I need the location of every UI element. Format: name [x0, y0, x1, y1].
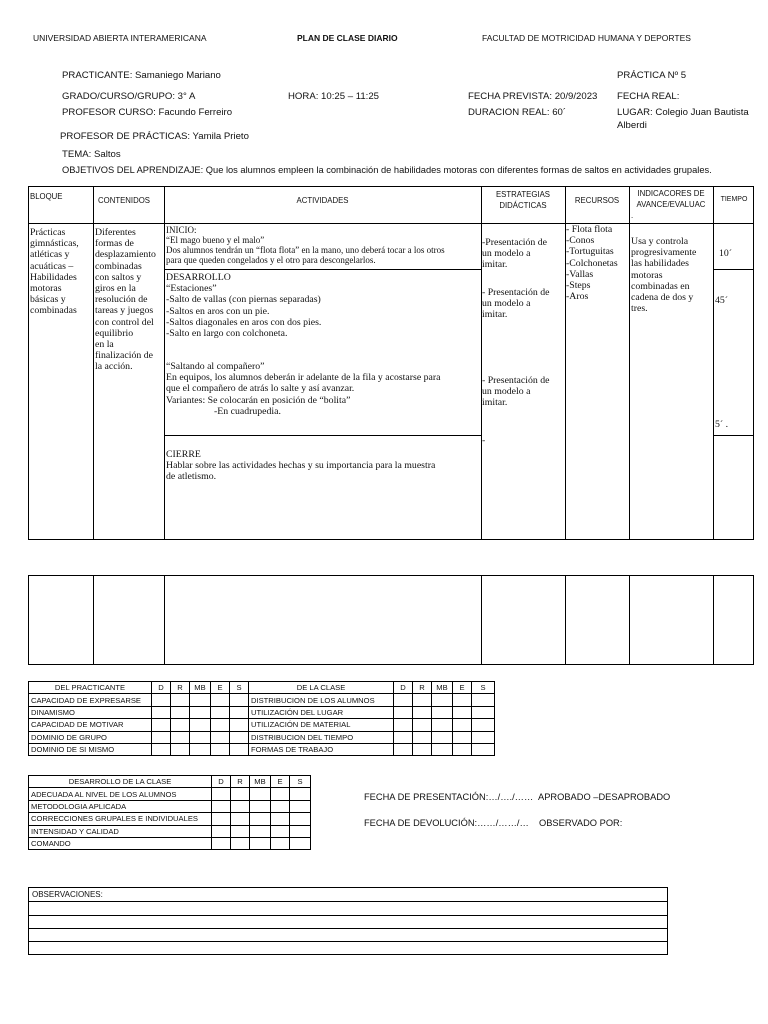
indicador-line: las habilidades: [631, 258, 689, 270]
eval-score-cell[interactable]: [212, 813, 231, 825]
bloque-line: atléticas y: [30, 249, 70, 261]
fecha-real: FECHA REAL:: [617, 91, 680, 102]
contenidos-line: Diferentes: [95, 227, 136, 238]
bloque-line: Habilidades: [30, 271, 77, 283]
observado-por: OBSERVADO POR:: [539, 818, 623, 828]
contenidos-cell: [95, 227, 156, 373]
contenidos-line: equilibrio: [95, 327, 134, 339]
header-recursos: RECURSOS: [574, 196, 620, 205]
eval-score-cell[interactable]: [271, 837, 290, 849]
eval-score-cell[interactable]: [472, 706, 495, 718]
eval-criterion: UTILIZACIÓN DE MATERIAL: [249, 719, 394, 731]
eval-score-cell[interactable]: [171, 743, 190, 755]
indicador-line: Usa y controla: [631, 236, 689, 247]
observaciones-label: OBSERVACIONES:: [32, 890, 103, 899]
eval-score-cell[interactable]: [211, 743, 230, 755]
eval-score-cell[interactable]: [211, 731, 230, 743]
eval-score-cell[interactable]: [230, 719, 249, 731]
inicio-cell: [166, 225, 445, 265]
eval-criterion: METODOLOGIA APLICADA: [29, 800, 212, 812]
tiempo-cierre: 5´ .: [715, 419, 729, 430]
eval-score-cell[interactable]: [190, 743, 211, 755]
eval-row: [29, 694, 495, 706]
eval-criterion: DISTRIBUCION DEL TIEMPO: [249, 731, 394, 743]
indicador-line: motoras: [631, 269, 663, 281]
desarrollo-line: -Saltos en aros con un pie.: [166, 305, 270, 317]
eval-score-cell[interactable]: [472, 694, 495, 706]
tiempo-inicio: 10´: [719, 248, 733, 259]
eval-row: [29, 813, 311, 825]
practica-number: PRÁCTICA Nº 5: [617, 70, 687, 81]
cierre-cell: [166, 449, 435, 483]
eval-criterion: CAPACIDAD DE MOTIVAR: [29, 719, 152, 731]
inicio-line: para que queden congelados y el otro para descongelarlos.: [166, 255, 376, 265]
cierre-line: CIERRE: [166, 449, 201, 460]
eval-score-cell[interactable]: [190, 719, 211, 731]
eval-score-cell[interactable]: [211, 706, 230, 718]
eval-score-cell[interactable]: [230, 706, 249, 718]
saltando-line: Variantes: Se colocarán en posición de “bolita”: [166, 394, 351, 406]
eval-score-cell[interactable]: [413, 743, 432, 755]
eval-score-cell[interactable]: [432, 731, 453, 743]
eval-criterion: FORMAS DE TRABAJO: [249, 743, 394, 755]
bloque-line: gimnásticas,: [30, 238, 79, 250]
eval-row: [29, 719, 495, 731]
eval-row: [29, 800, 311, 812]
eval-score-cell[interactable]: [290, 837, 311, 849]
estrategia-1: [482, 237, 547, 271]
saltando-line: -En cuadrupedia.: [214, 405, 281, 417]
desarrollo-line: “Estaciones”: [166, 283, 217, 295]
eval-desarrollo-table: DESARROLLO DE LA CLASE D R MB E S ADECUADA AL NIVEL DE LOS ALUMNOS METODOLOGIA APLICADA CORRECCIONES GRUPALES E INDIVIDUALES INTENSIDAD Y CALIDAD COMANDO: [28, 775, 311, 850]
eval-score-cell[interactable]: [212, 788, 231, 800]
eval-score-cell[interactable]: [271, 825, 290, 837]
eval-score-cell[interactable]: [453, 694, 472, 706]
blank-table: [28, 575, 754, 665]
aprobado-desaprobado: APROBADO –DESAPROBADO: [538, 792, 671, 802]
indicador-line: progresivamente: [631, 247, 697, 259]
eval-score-cell[interactable]: [271, 813, 290, 825]
saltando-cell: [166, 361, 440, 417]
eval-score-cell[interactable]: [250, 788, 271, 800]
eval-score-cell[interactable]: [211, 694, 230, 706]
tiempo-desarrollo: 45´: [715, 295, 729, 306]
eval-score-cell[interactable]: [230, 743, 249, 755]
saltando-line: “Saltando al compañero”: [166, 361, 265, 372]
estrategia-3: [482, 375, 549, 409]
hora: HORA: 10:25 – 11:25: [288, 91, 380, 102]
eval-score-cell[interactable]: [250, 825, 271, 837]
recurso-line: -Colchonetas: [566, 257, 618, 269]
eval-score-cell[interactable]: [453, 706, 472, 718]
eval-practicante-title: DEL PRACTICANTE: [29, 682, 152, 694]
eval-score-cell[interactable]: [152, 694, 171, 706]
cierre-line: de atletismo.: [166, 471, 217, 483]
eval-practicante-table: DEL PRACTICANTE D R MB E S DE LA CLASE D R MB E S CAPACIDAD DE EXPRESARSE DISTRIBUCION DE LOS ALUMNOS DINAMISMO UTILIZACIÓN DEL LUGAR CAPACIDAD DE MOTIVAR UTILIZACIÓN DE MATERIAL DOMINIO DE GRUPO DISTRIBUCION DEL TIEMPO DOMINIO DE SI MISMO FORMAS DE TRABAJO: [28, 681, 495, 756]
profesor-curso: PROFESOR CURSO: Facundo Ferreiro: [62, 107, 233, 118]
eval-score-cell[interactable]: [171, 731, 190, 743]
fecha-prevista: FECHA PREVISTA: 20/9/2023: [468, 91, 598, 102]
recurso-line: - Flota flota: [566, 224, 613, 235]
eval-row: [29, 743, 495, 755]
eval-score-cell[interactable]: [231, 788, 250, 800]
tema: TEMA: Saltos: [62, 149, 121, 160]
contenidos-line: con saltos y: [95, 271, 142, 283]
bloque-line: básicas y: [30, 294, 66, 306]
eval-criterion: DOMINIO DE GRUPO: [29, 731, 152, 743]
eval-criterion: INTENSIDAD Y CALIDAD: [29, 825, 212, 837]
contenidos-line: en la: [95, 339, 114, 351]
saltando-line: En equipos, los alumnos deberán ir adelante de la fila y acostarse para: [166, 372, 441, 384]
estrategia-line: - Presentación de: [482, 375, 550, 386]
desarrollo-cell: [166, 272, 321, 339]
eval-score-cell[interactable]: [290, 788, 311, 800]
eval-criterion: COMANDO: [29, 837, 212, 849]
eval-score-cell[interactable]: [413, 731, 432, 743]
cierre-line: Hablar sobre las actividades hechas y su importancia para la muestra: [166, 460, 436, 472]
eval-score-cell[interactable]: [432, 706, 453, 718]
eval-score-cell[interactable]: [171, 694, 190, 706]
eval-score-cell[interactable]: [171, 719, 190, 731]
eval-row: [29, 825, 311, 837]
eval-score-cell[interactable]: [290, 800, 311, 812]
practicante: PRACTICANTE: Samaniego Mariano: [62, 70, 221, 81]
estrategia-line: imitar.: [482, 397, 508, 409]
estrategia-2: [482, 287, 549, 321]
indicadores-cell: [631, 236, 696, 314]
eval-score-cell[interactable]: [394, 719, 413, 731]
bloque-line: acuáticas –: [30, 260, 74, 272]
eval-desarrollo-title: DESARROLLO DE LA CLASE: [29, 776, 212, 788]
header-indicadores: INDICACORES DE AVANCE/EVALUAC .: [631, 189, 706, 220]
eval-criterion: DOMINIO DE SI MISMO: [29, 743, 152, 755]
eval-score-cell[interactable]: [231, 825, 250, 837]
university-name: UNIVERSIDAD ABIERTA INTERAMERICANA: [33, 33, 207, 43]
eval-score-cell[interactable]: [152, 743, 171, 755]
eval-score-cell[interactable]: [432, 743, 453, 755]
eval-score-cell[interactable]: [453, 743, 472, 755]
objetivos: OBJETIVOS DEL APRENDIZAJE: Que los alumnos empleen la combinación de habilidades motoras con diferentes formas de saltos en actividades grupales.: [62, 165, 712, 175]
eval-row: [29, 788, 311, 800]
eval-score-cell[interactable]: [190, 731, 211, 743]
eval-score-cell[interactable]: [394, 706, 413, 718]
eval-score-cell[interactable]: [231, 813, 250, 825]
indicador-line: cadena de dos y: [631, 292, 694, 304]
eval-score-cell[interactable]: [190, 694, 211, 706]
eval-score-cell[interactable]: [472, 731, 495, 743]
eval-criterion: DISTRIBUCION DE LOS ALUMNOS: [249, 694, 394, 706]
estrategia-line: un modelo a: [482, 298, 531, 310]
eval-score-cell[interactable]: [413, 694, 432, 706]
eval-score-cell[interactable]: [394, 694, 413, 706]
eval-score-cell[interactable]: [472, 719, 495, 731]
estrategia-line: imitar.: [482, 309, 508, 321]
header-contenidos: CONTENIDOS: [98, 196, 150, 205]
bloque-line: Prácticas: [30, 227, 66, 238]
estrategia-4: -: [482, 435, 486, 446]
eval-criterion: DINAMISMO: [29, 706, 152, 718]
eval-score-cell[interactable]: [432, 694, 453, 706]
eval-score-cell[interactable]: [212, 825, 231, 837]
estrategia-line: un modelo a: [482, 386, 531, 398]
eval-score-cell[interactable]: [152, 706, 171, 718]
recurso-line: -Vallas: [566, 268, 594, 280]
eval-criterion: CAPACIDAD DE EXPRESARSE: [29, 694, 152, 706]
eval-score-cell[interactable]: [250, 813, 271, 825]
grado-curso: GRADO/CURSO/GRUPO: 3° A: [62, 91, 196, 102]
eval-score-cell[interactable]: [230, 694, 249, 706]
eval-score-cell[interactable]: [453, 719, 472, 731]
eval-score-cell[interactable]: [271, 788, 290, 800]
eval-criterion: ADECUADA AL NIVEL DE LOS ALUMNOS: [29, 788, 212, 800]
contenidos-line: resolución de: [95, 294, 148, 306]
inicio-line: INICIO:: [166, 225, 197, 235]
eval-score-cell[interactable]: [231, 800, 250, 812]
eval-row: [29, 731, 495, 743]
eval-score-cell[interactable]: [231, 837, 250, 849]
eval-score-cell[interactable]: [190, 706, 211, 718]
recursos-cell: [566, 224, 618, 302]
bloque-line: combinadas: [30, 305, 77, 317]
eval-score-cell[interactable]: [472, 743, 495, 755]
eval-score-cell[interactable]: [290, 813, 311, 825]
estrategia-line: -Presentación de: [482, 237, 548, 248]
contenidos-line: formas de: [95, 238, 134, 250]
eval-clase-title: DE LA CLASE: [249, 682, 394, 694]
bloque-line: motoras: [30, 283, 62, 295]
contenidos-line: tareas y juegos: [95, 305, 154, 317]
inicio-line: Dos alumnos tendrán un “flota flota” en la mano, uno deberá tocar a los otros: [166, 245, 445, 255]
desarrollo-line: -Saltos diagonales en aros con dos pies.: [166, 316, 322, 328]
estrategia-line: imitar.: [482, 259, 508, 271]
fecha-devolucion: FECHA DE DEVOLUCIÓN:……/……/…: [364, 818, 529, 828]
profesor-practicas: PROFESOR DE PRÁCTICAS: Yamila Prieto: [60, 131, 249, 142]
eval-score-cell[interactable]: [394, 743, 413, 755]
header-tiempo: TIEMPO: [720, 196, 748, 203]
eval-score-cell[interactable]: [152, 719, 171, 731]
eval-criterion: CORRECCIONES GRUPALES E INDIVIDUALES: [29, 813, 212, 825]
contenidos-line: combinadas: [95, 260, 142, 272]
recurso-line: -Tortuguitas: [566, 246, 614, 258]
duracion-real: DURACION REAL: 60´: [468, 107, 567, 118]
eval-criterion: UTILIZACIÓN DEL LUGAR: [249, 706, 394, 718]
recurso-line: -Aros: [566, 291, 589, 303]
inicio-line: “El mago bueno y el malo”: [166, 235, 265, 245]
indicador-line: combinadas en: [631, 280, 690, 292]
estrategia-line: - Presentación de: [482, 287, 550, 298]
plan-table: [28, 186, 754, 540]
eval-score-cell[interactable]: [212, 837, 231, 849]
bloque-cell: [30, 227, 79, 317]
desarrollo-line: -Salto en largo con colchoneta.: [166, 328, 288, 340]
observaciones-table: [28, 887, 668, 955]
eval-score-cell[interactable]: [394, 731, 413, 743]
desarrollo-line: -Salto de vallas (con piernas separadas): [166, 294, 321, 306]
eval-score-cell[interactable]: [171, 706, 190, 718]
recurso-line: -Conos: [566, 235, 595, 247]
eval-score-cell[interactable]: [230, 731, 249, 743]
faculty-name: FACULTAD DE MOTRICIDAD HUMANA Y DEPORTES: [482, 33, 691, 43]
eval-score-cell[interactable]: [250, 837, 271, 849]
header-actividades: ACTIVIDADES: [296, 196, 349, 205]
contenidos-line: la acción.: [95, 361, 133, 373]
document-title: PLAN DE CLASE DIARIO: [297, 33, 398, 43]
eval-score-cell[interactable]: [432, 719, 453, 731]
header-bloque: BLOQUE: [30, 192, 63, 201]
desarrollo-line: DESARROLLO: [166, 272, 231, 283]
contenidos-line: desplazamiento: [95, 249, 156, 261]
eval-row: [29, 706, 495, 718]
contenidos-line: con control del: [95, 316, 154, 328]
eval-score-cell[interactable]: [290, 825, 311, 837]
lugar-line-1: LUGAR: Colegio Juan Bautista: [617, 107, 749, 118]
estrategia-line: un modelo a: [482, 248, 531, 260]
lugar-line-2: Alberdi: [617, 120, 647, 131]
contenidos-line: finalización de: [95, 350, 153, 362]
saltando-line: que el compañero de atrás lo salte y así avanzar.: [166, 383, 355, 395]
contenidos-line: giros en la: [95, 283, 136, 295]
eval-score-cell[interactable]: [212, 800, 231, 812]
eval-score-cell[interactable]: [271, 800, 290, 812]
eval-score-cell[interactable]: [152, 731, 171, 743]
eval-score-cell[interactable]: [413, 719, 432, 731]
eval-score-cell[interactable]: [453, 731, 472, 743]
indicador-line: tres.: [631, 303, 648, 315]
header-estrategias: ESTRATEGIAS DIDÁCTICAS: [495, 190, 550, 210]
fecha-presentacion: FECHA DE PRESENTACIÓN:…/…./……: [364, 792, 534, 802]
recurso-line: -Steps: [566, 280, 591, 292]
eval-score-cell[interactable]: [211, 719, 230, 731]
eval-row: [29, 837, 311, 849]
eval-score-cell[interactable]: [250, 800, 271, 812]
eval-score-cell[interactable]: [413, 706, 432, 718]
